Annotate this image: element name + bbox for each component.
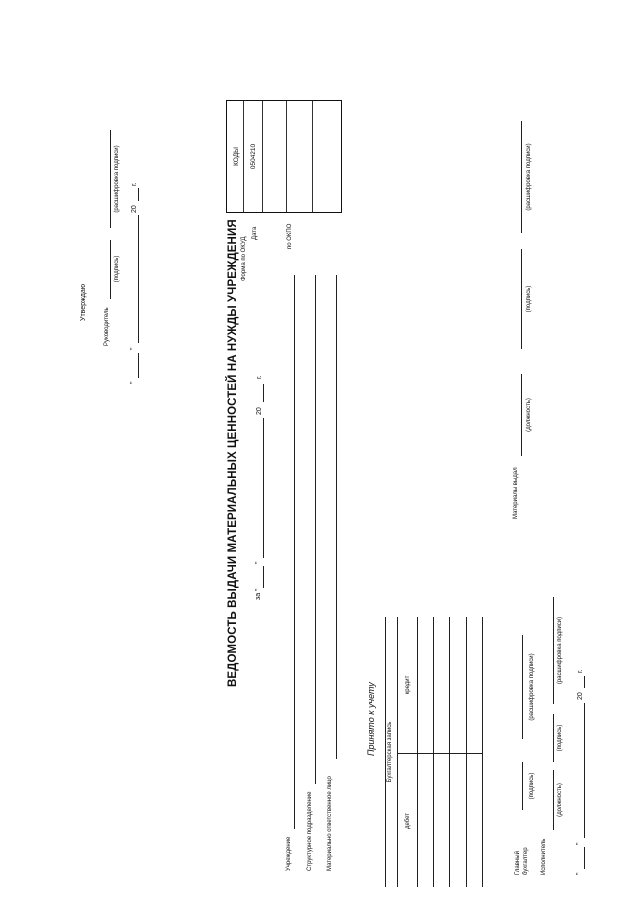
approval-signature-caption: (подпись): [114, 255, 120, 283]
okud-label: Форма по ОКУД: [241, 236, 247, 281]
executor-month-line: [584, 703, 585, 838]
approval-decode-line: [110, 130, 111, 228]
approval-quote-close: ": [130, 347, 137, 350]
period-year-line: [263, 384, 264, 402]
date-label: Дата: [252, 226, 258, 240]
accounting-header: Бухгалтерская запись: [387, 721, 393, 783]
executor-position-line: [553, 770, 554, 830]
okpo-label: по ОКПО: [287, 223, 293, 249]
chief-label-line1: Главный: [515, 851, 521, 875]
department-line: [315, 275, 316, 784]
issued-decode-caption: (расшифровка подписи): [526, 143, 532, 211]
executor-signature-caption: (подпись): [557, 724, 563, 752]
executor-decode-caption: (расшифровка подписи): [557, 616, 563, 685]
executor-label: Исполнитель: [541, 838, 547, 875]
codes-box: [226, 100, 342, 213]
chief-signature-line: [522, 762, 523, 810]
approval-year-suffix: г.: [131, 182, 138, 186]
executor-quote-open: ": [576, 872, 583, 875]
approval-year-line: [138, 188, 139, 201]
approval-signature-line: [110, 240, 111, 299]
chief-decode-caption: (расшифровка подписи): [529, 653, 535, 721]
period-day-line: [263, 566, 264, 588]
executor-position-caption: (должность): [557, 783, 563, 817]
debit-header: дебет: [405, 812, 411, 830]
chief-signature-caption: (подпись): [529, 772, 535, 800]
approval-head-label: Руководитель: [104, 307, 110, 346]
issued-label: Материалы выдал: [513, 467, 519, 519]
chief-label-line2: бухгалтер: [523, 847, 529, 875]
responsible-label: Материально ответственное лицо: [327, 776, 333, 871]
issued-signature-caption: (подпись): [526, 285, 532, 313]
institution-label: Учреждение: [286, 836, 292, 871]
executor-year-line: [584, 676, 585, 688]
approval-quote-open: ": [130, 381, 137, 384]
approval-month-line: [138, 215, 139, 343]
issued-decode-line: [521, 121, 522, 233]
approval-day-line: [138, 353, 139, 378]
executor-decode-line: [553, 597, 554, 704]
executor-year-prefix: 20: [577, 692, 584, 700]
responsible-line: [336, 275, 337, 759]
period-quote: ": [255, 561, 262, 564]
executor-quote-close: ": [576, 842, 583, 845]
codes-header: КОДЫ: [233, 147, 240, 166]
chief-decode-line: [522, 635, 523, 739]
executor-signature-line: [553, 714, 554, 762]
issued-position-caption: (должность): [526, 398, 532, 432]
period-year-suffix: г.: [256, 375, 263, 379]
issued-signature-line: [521, 249, 522, 349]
okud-value: 0504210: [250, 143, 257, 170]
approval-decode-caption: (расшифровка подписи): [114, 145, 120, 213]
credit-header: кредит: [405, 675, 411, 695]
executor-day-line: [584, 847, 585, 869]
institution-line: [294, 275, 295, 829]
period-month-line: [263, 418, 264, 558]
accepted-title: Принято к учету: [366, 682, 376, 756]
period-year-prefix: 20: [256, 407, 263, 415]
issued-position-line: [521, 374, 522, 456]
approval-heading: Утверждаю: [80, 284, 87, 321]
period-prefix: за ": [255, 588, 262, 600]
page-title: ВЕДОМОСТЬ ВЫДАЧИ МАТЕРИАЛЬНЫХ ЦЕННОСТЕЙ НА НУЖДЫ УЧРЕЖДЕНИЯ: [227, 219, 239, 687]
approval-year-prefix: 20: [131, 205, 138, 213]
department-label: Структурное подразделение: [307, 791, 313, 871]
executor-year-suffix: г.: [577, 669, 584, 673]
